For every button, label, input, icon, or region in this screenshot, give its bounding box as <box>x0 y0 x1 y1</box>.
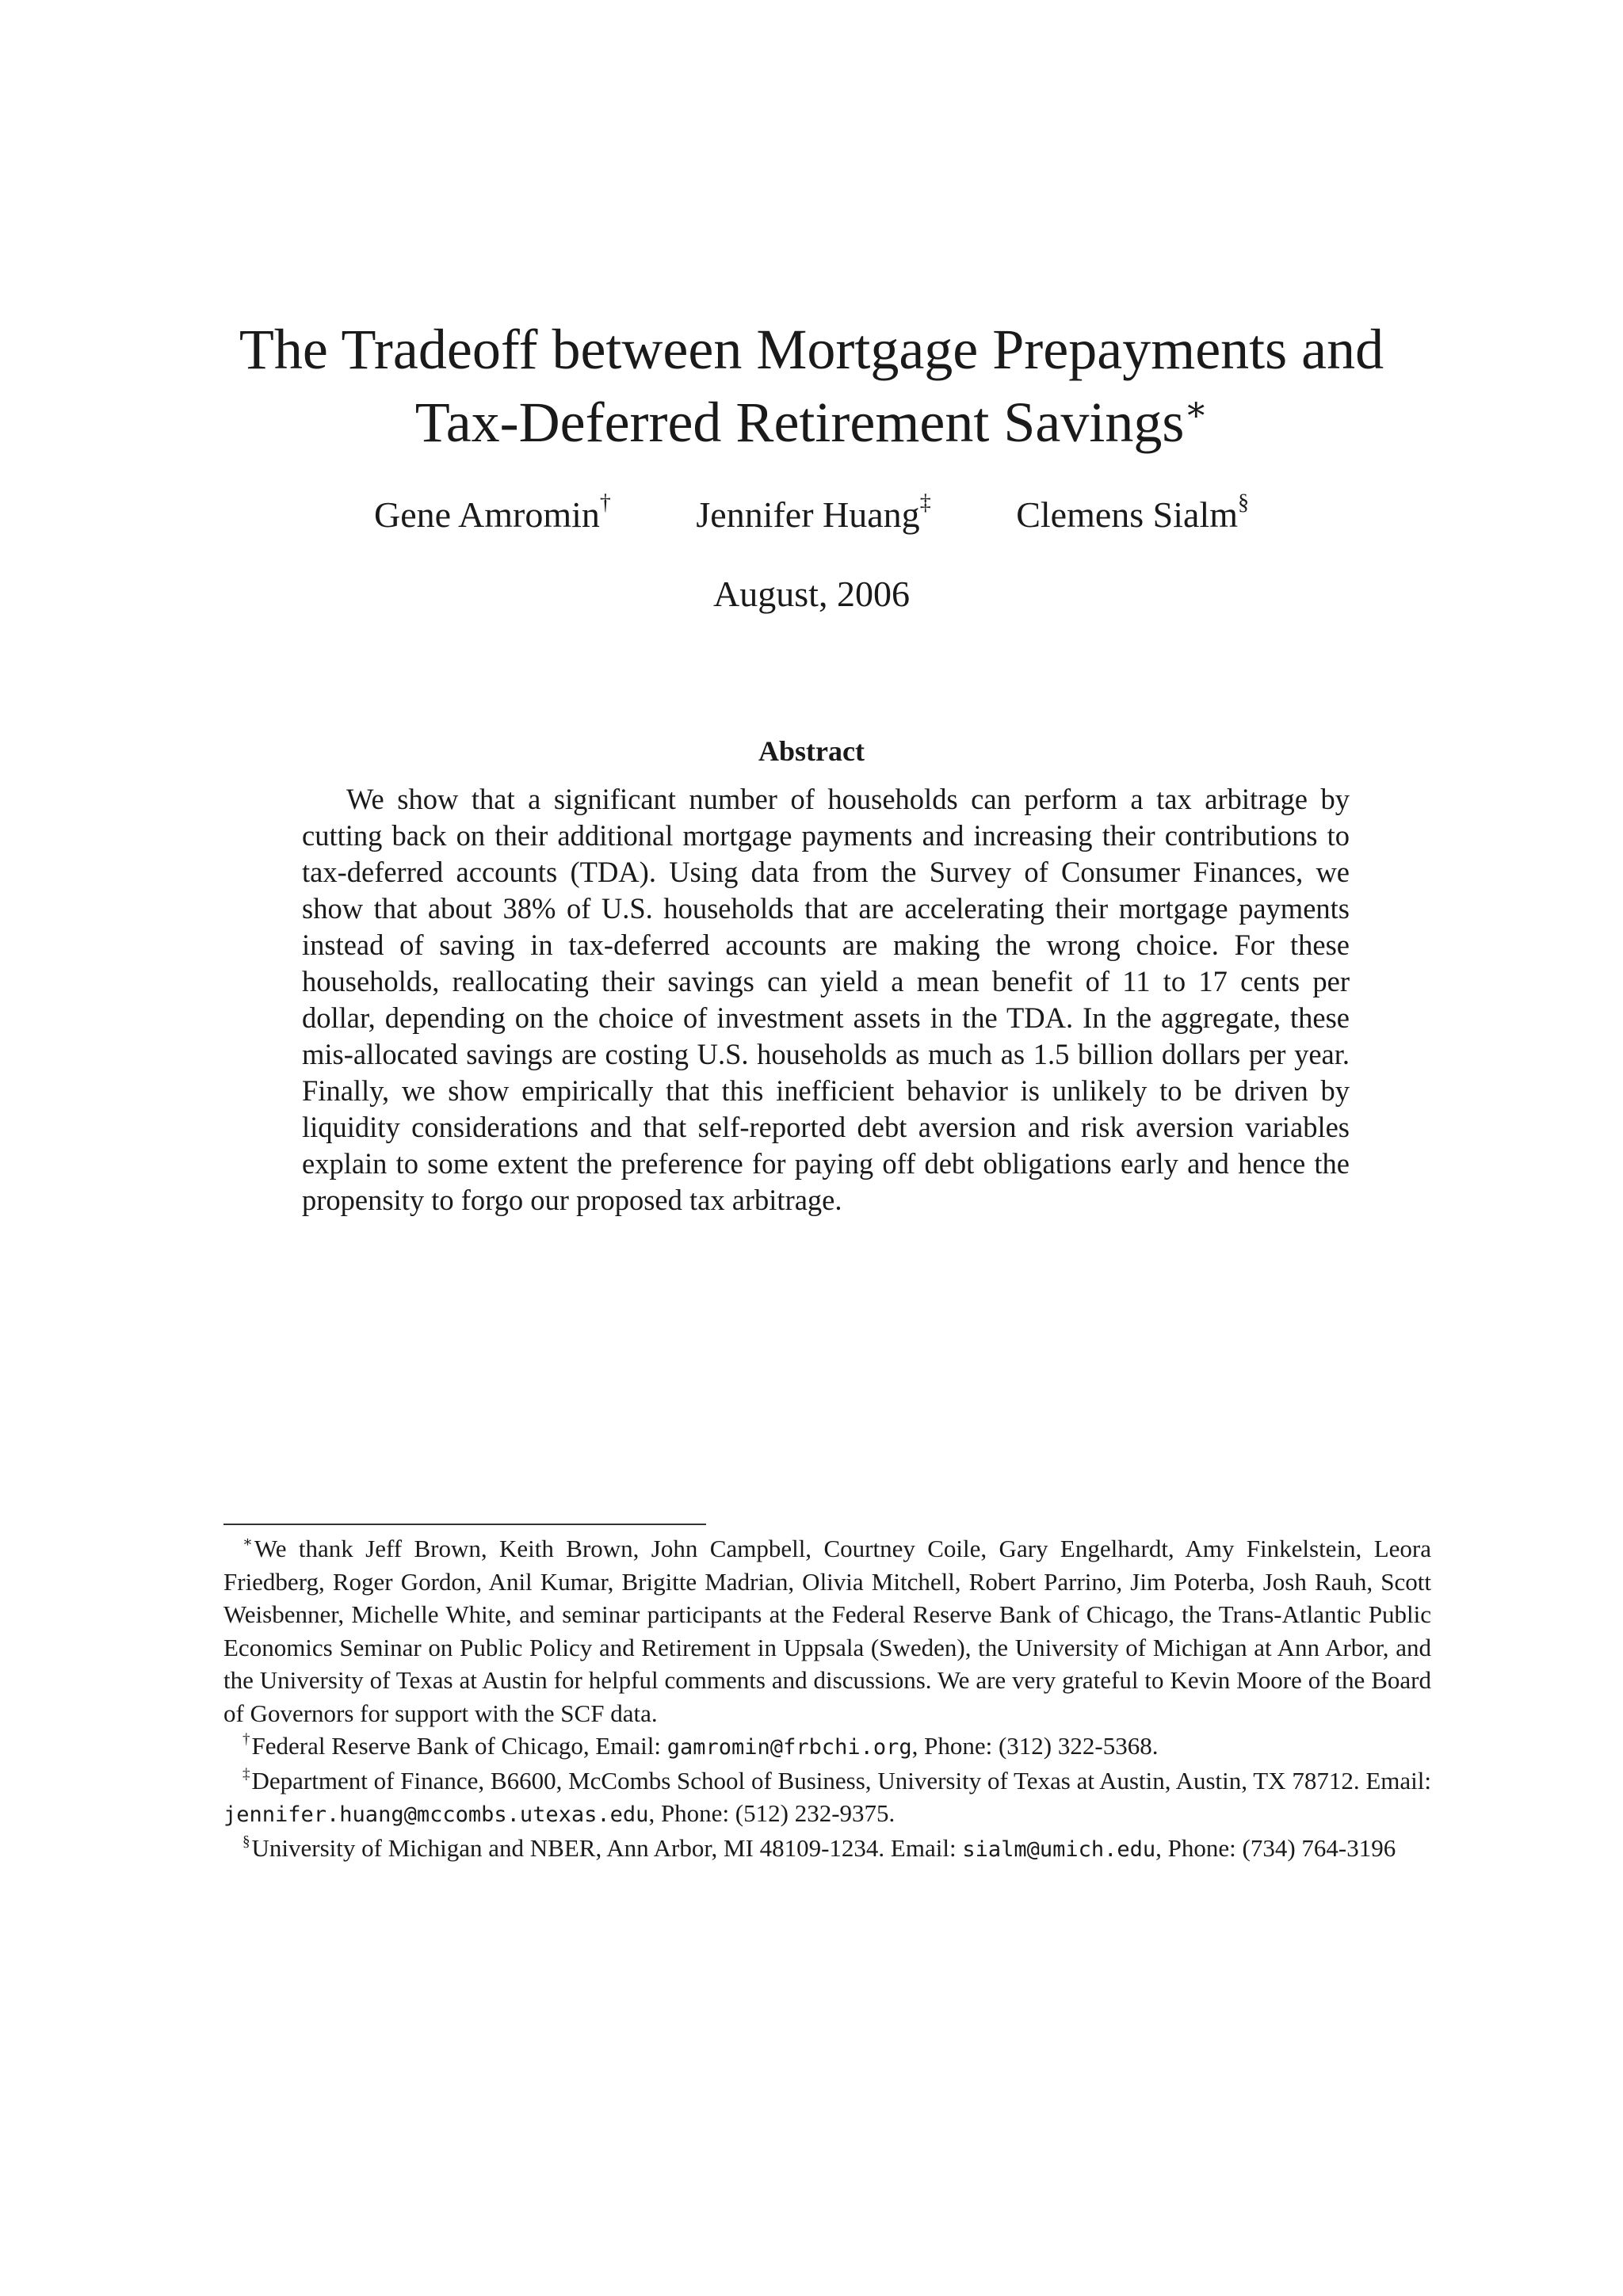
author-footnote-mark: § <box>1238 490 1250 515</box>
email-link[interactable]: jennifer.huang@mccombs.utexas.edu <box>223 1802 649 1827</box>
author-list <box>0 491 1623 539</box>
author-name: Jennifer Huang <box>696 494 920 535</box>
author-footnote-mark: ‡ <box>919 490 931 515</box>
email-link[interactable]: sialm@umich.edu <box>962 1836 1156 1862</box>
footnotes <box>223 1532 1431 1866</box>
footnote-acknowledgements <box>223 1532 1431 1730</box>
author-amromin <box>374 491 611 539</box>
footnote-text: Department of Finance, B6600, McCombs School of Business, University of Texas at Austin, Austin, TX 78712. Email: <box>251 1766 1432 1794</box>
author-huang <box>696 491 930 539</box>
title-line-2 <box>158 386 1465 459</box>
footnote-text: , Phone: (512) 232-9375. <box>648 1799 896 1827</box>
footnote-text: University of Michigan and NBER, Ann Arbor, MI 48109-1234. Email: <box>251 1833 963 1862</box>
footnote-text: Federal Reserve Bank of Chicago, Email: <box>251 1732 667 1760</box>
footnote-sialm <box>223 1832 1431 1867</box>
footnote-mark: ∗ <box>242 1534 253 1550</box>
paper-date: August, 2006 <box>713 574 910 614</box>
footnote-amromin <box>223 1730 1431 1764</box>
footnote-mark: † <box>242 1731 250 1748</box>
abstract-text: We show that a significant number of households can perform a tax arbitrage by cutting back on their additional mortgage payments and increasing their contributions to tax-deferred accounts (TDA). Using data from the Survey of Consumer Finances, we show that about 38% of U.S. households that are accelerating their mortgage payments instead of saving in tax-deferred accounts are making the wrong choice. For these households, reallocating their savings can yield a mean benefit of 11 to 17 cents per dollar, depending on the choice of investment assets in the TDA. In the aggregate, these mis-allocated savings are costing U.S. households as much as 1.5 billion dollars per year. Finally, we show empirically that this inefficient behavior is unlikely to be driven by liquidity considerations and that self-reported debt aversion and risk aversion variables explain to some extent the preference for paying off debt obligations early and hence the propensity to forgo our proposed tax arbitrage. <box>302 783 1350 1216</box>
footnote-mark: § <box>242 1833 250 1850</box>
author-sialm <box>1016 491 1249 539</box>
paper-title <box>158 313 1465 459</box>
title-line-1: The Tradeoff between Mortgage Prepayments and <box>239 318 1384 381</box>
abstract-heading: Abstract <box>758 735 865 767</box>
footnote-huang <box>223 1764 1431 1832</box>
author-name: Gene Amromin <box>373 494 600 535</box>
footnote-divider <box>223 1524 706 1525</box>
title-footnote-mark: ∗ <box>1184 390 1209 429</box>
author-name: Clemens Sialm <box>1016 494 1239 535</box>
author-footnote-mark: † <box>599 490 611 515</box>
title-line-2-text: Tax-Deferred Retirement Savings <box>414 391 1185 454</box>
email-link[interactable]: gamromin@frbchi.org <box>666 1735 912 1760</box>
footnote-text: We thank Jeff Brown, Keith Brown, John Campbell, Courtney Coile, Gary Engelhardt, Amy Finkelstein, Leora Friedberg, Roger Gordon, Anil Kumar, Brigitte Madrian, Olivia Mitchell, Robert Parrino, Jim Poterba, Josh Rauh, Scott Weisbenner, Michelle White, and seminar participants at the Federal Reserve Bank of Chicago, the Trans-Atlantic Public Economics Seminar on Public Policy and Retirement in Uppsala (Sweden), the University of Michigan at Ann Arbor, and the University of Texas at Austin for helpful comments and discussions. We are very grateful to Kevin Moore of the Board of Governors for support with the SCF data. <box>223 1535 1431 1727</box>
footnote-text: , Phone: (312) 322-5368. <box>911 1732 1159 1760</box>
footnote-text: , Phone: (734) 764-3196 <box>1155 1833 1396 1862</box>
footnote-mark: ‡ <box>242 1765 250 1783</box>
